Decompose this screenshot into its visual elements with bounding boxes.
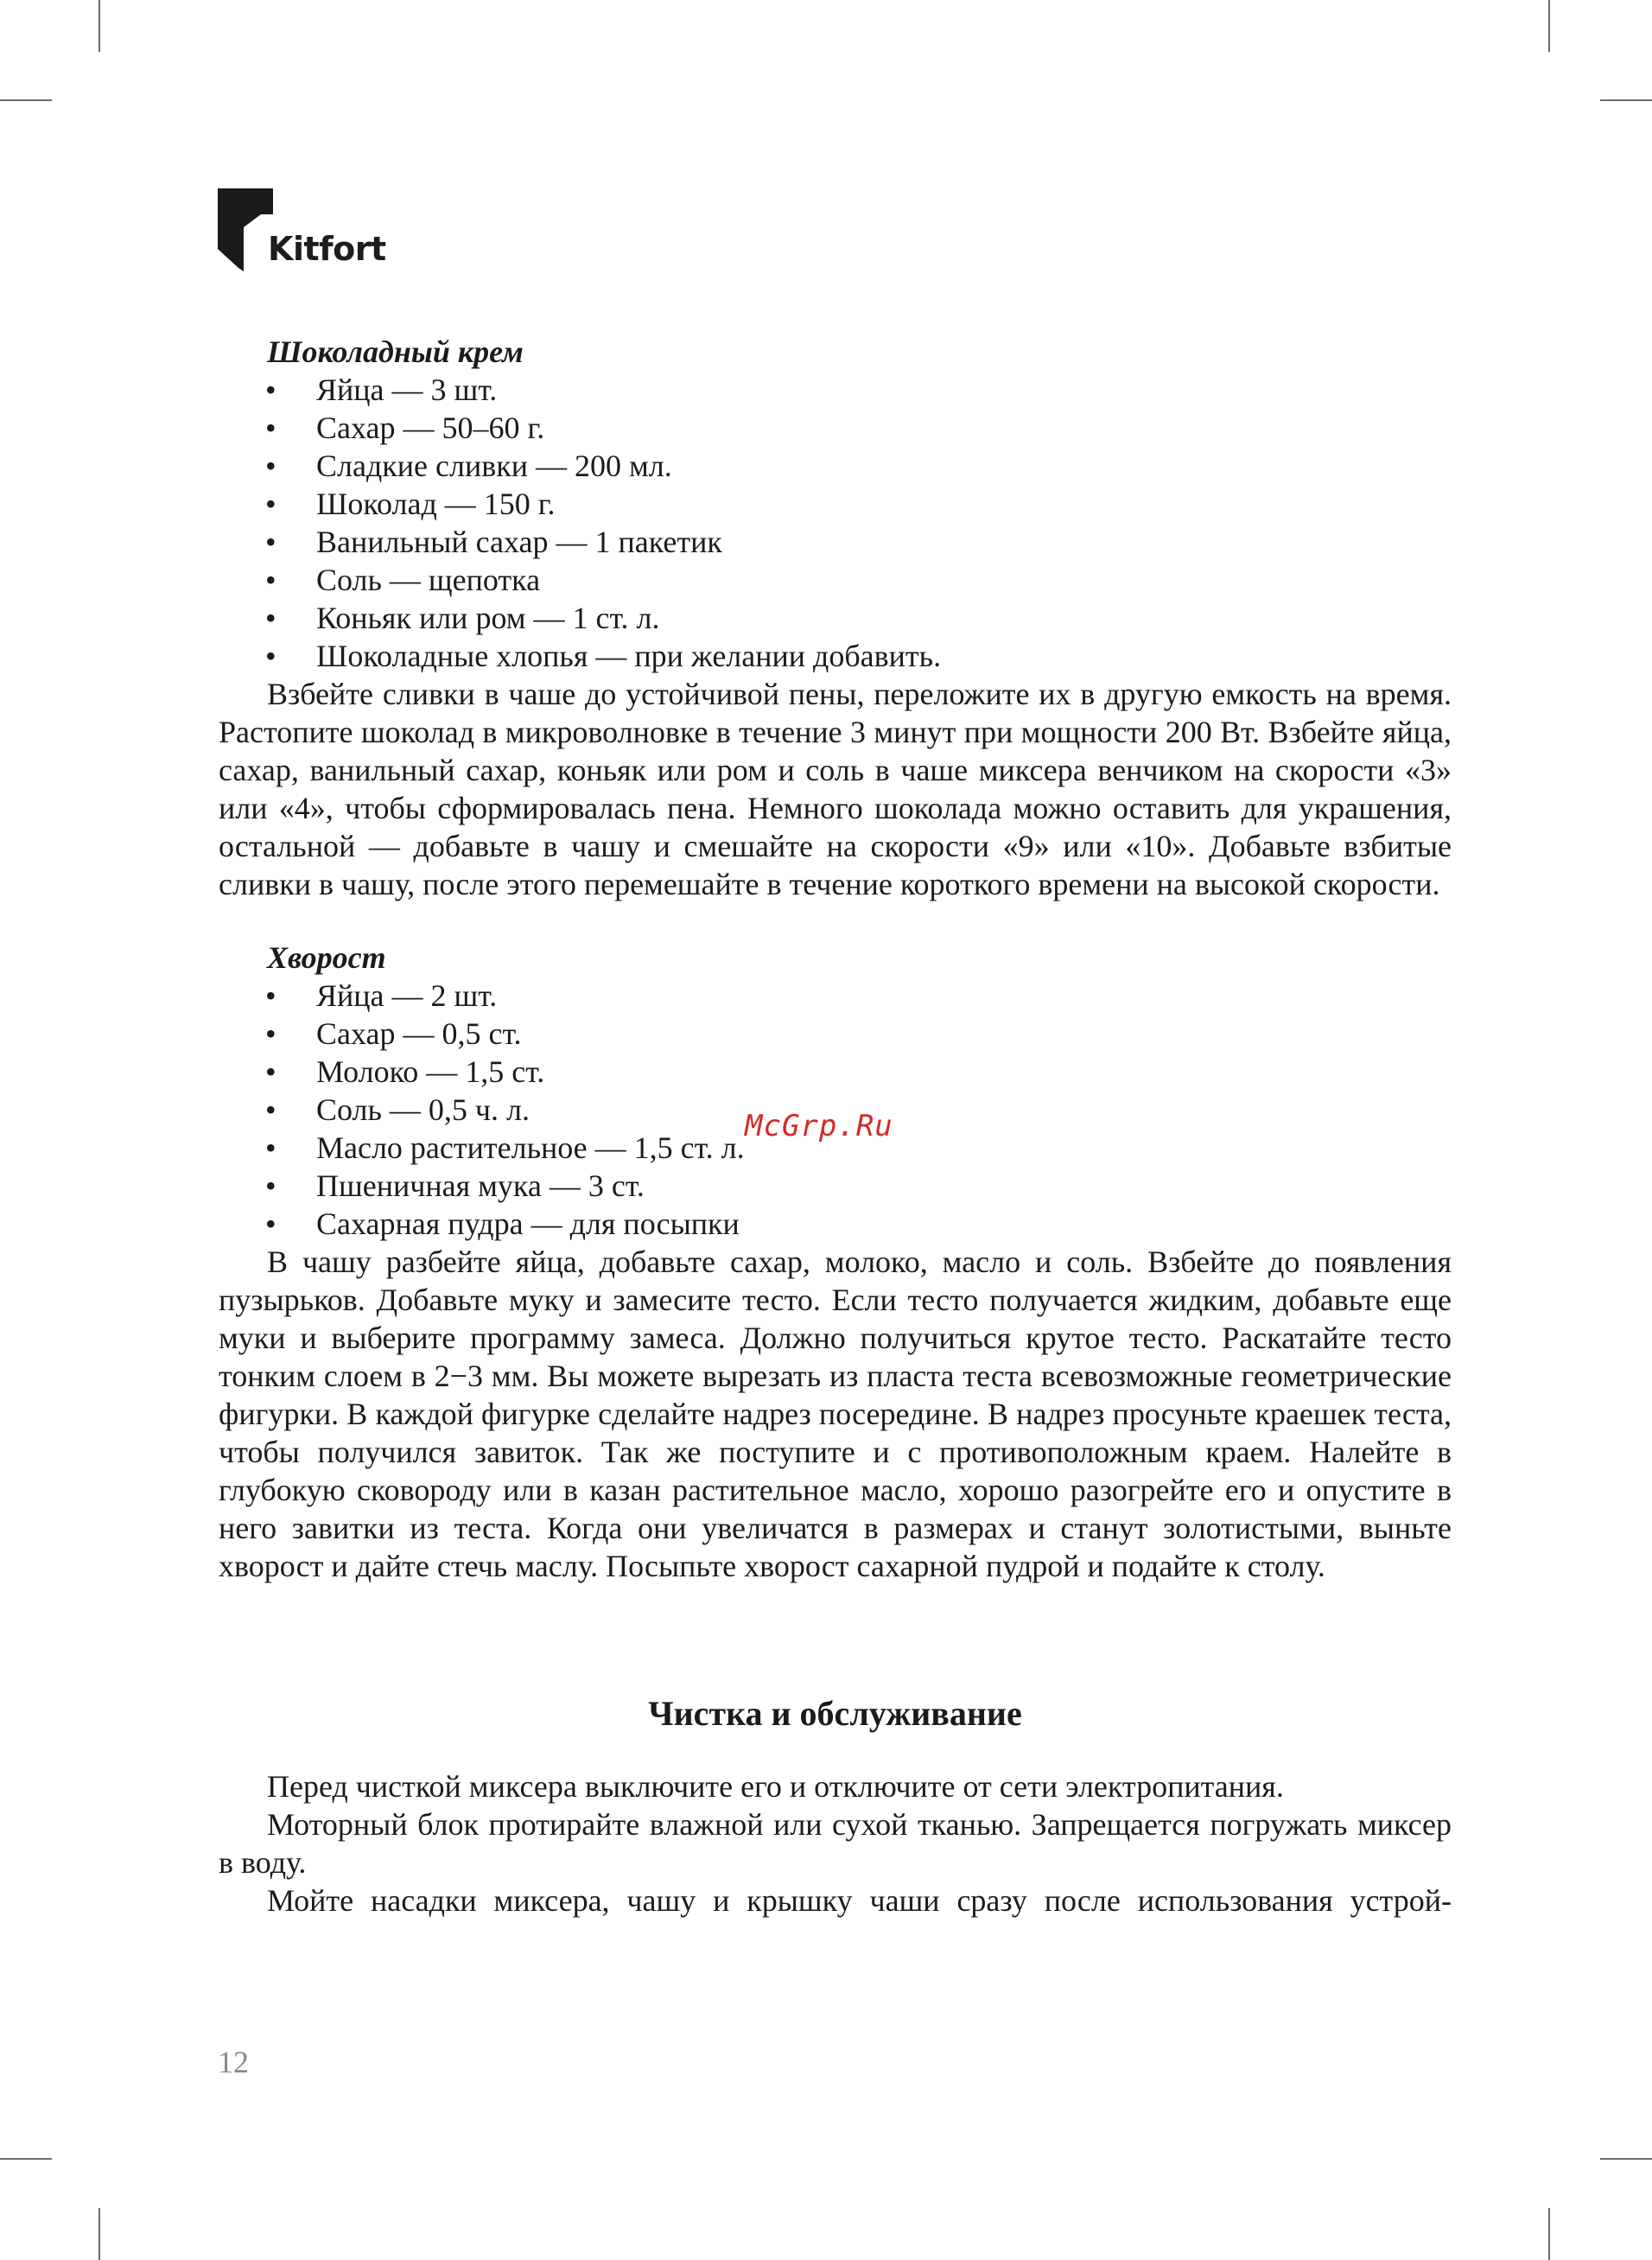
brand-name: Kitfort [268, 230, 386, 268]
list-item: • Сладкие сливки — 200 мл. [265, 449, 672, 483]
recipe-title-khvorost: Хворост [267, 940, 386, 975]
list-item: • Соль — щепотка [265, 563, 541, 597]
paragraph: Мойте насадки миксера, чашу и крышку чаши сразу после использования устрой- [267, 1883, 1452, 1918]
recipe-instructions-chocolate-cream: Взбейте сливки в чаше до устойчивой пены, переложите их в другую емкость на время. Растопите шоколад в микроволновке в течение 3 минут при мощности 200 Вт. Взбейте яйца, сахар, ванильный сахар, коньяк или ром и соль в чаше миксера венчиком на скорости «3» или «4», чтобы сформировалась пена. Немного шоколада можно оставить для украшения, остальной — добавьте в чашу и смешайте на скорости «9» или «10». Добавьте взбитые сливки в чашу, после этого перемешайте в течение короткого времени на высокой скорости. [219, 677, 1452, 901]
section-title-cleaning: Чистка и обслуживание [648, 1694, 1022, 1733]
list-item: • Соль — 0,5 ч. л. [265, 1092, 530, 1127]
crop-mark [1548, 2208, 1550, 2260]
list-item: • Шоколад — 150 г. [265, 487, 556, 521]
paragraph: Перед чисткой миксера выключите его и отключите от сети электропитания. [267, 1769, 1284, 1804]
recipe-title-chocolate-cream: Шоколадный крем [267, 334, 524, 369]
page-content [219, 333, 1452, 1919]
list-item: • Сахар — 50–60 г. [265, 411, 545, 445]
crop-mark [1600, 99, 1652, 101]
list-item: • Сахар — 0,5 ст. [265, 1016, 522, 1051]
crop-mark [0, 99, 52, 101]
ingredients-list-khvorost [219, 977, 1452, 1243]
watermark-text: McGrp.Ru [745, 1109, 893, 1143]
list-item: • Пшеничная мука — 3 ст. [265, 1168, 645, 1203]
list-item: • Яйца — 3 шт. [265, 372, 498, 407]
crop-mark [98, 0, 100, 52]
list-item: • Сахарная пудра — для посыпки [265, 1206, 740, 1241]
kitfort-logo [218, 188, 408, 271]
crop-mark [1548, 0, 1550, 52]
list-item: • Масло растительное — 1,5 ст. л. [265, 1130, 745, 1165]
list-item: • Коньяк или ром — 1 ст. л. [265, 601, 660, 635]
crop-mark [1600, 2158, 1652, 2160]
list-item: • Яйца — 2 шт. [265, 978, 498, 1013]
ingredients-list-chocolate-cream [219, 371, 1452, 675]
page-number: 12 [218, 2045, 249, 2079]
paragraph: Моторный блок протирайте влажной или сухой тканью. Запрещается погружать миксер в воду. [219, 1807, 1452, 1880]
recipe-instructions-khvorost: В чашу разбейте яйца, добавьте сахар, молоко, масло и соль. Взбейте до появления пузырьков. Добавьте муку и замесите тесто. Если тесто получается жидким, добавьте еще муки и выберите программу замеса. Должно получиться крутое тесто. Раскатайте тесто тонким слоем в 2−3 мм. Вы можете вырезать из пласта теста всевозможные геометрические фигурки. В каждой фигурке сделайте надрез посередине. В надрез просуньте краешек теста, чтобы получился завиток. Так же поступите и с противоположным краем. Налейте в глубокую сковороду или в казан растительное масло, хорошо разогрейте его и опустите в него завитки из теста. Когда они увеличатся в размерах и станут золотистыми, выньте хворост и дайте стечь маслу. Посыпьте хворост сахарной пудрой и подайте к столу. [219, 1245, 1452, 1583]
crop-mark [98, 2208, 100, 2260]
list-item: • Шоколадные хлопья — при желании добавить. [265, 639, 942, 673]
list-item: • Ванильный сахар — 1 пакетик [265, 525, 722, 559]
list-item: • Молоко — 1,5 ст. [265, 1054, 545, 1089]
crop-mark [0, 2158, 52, 2160]
